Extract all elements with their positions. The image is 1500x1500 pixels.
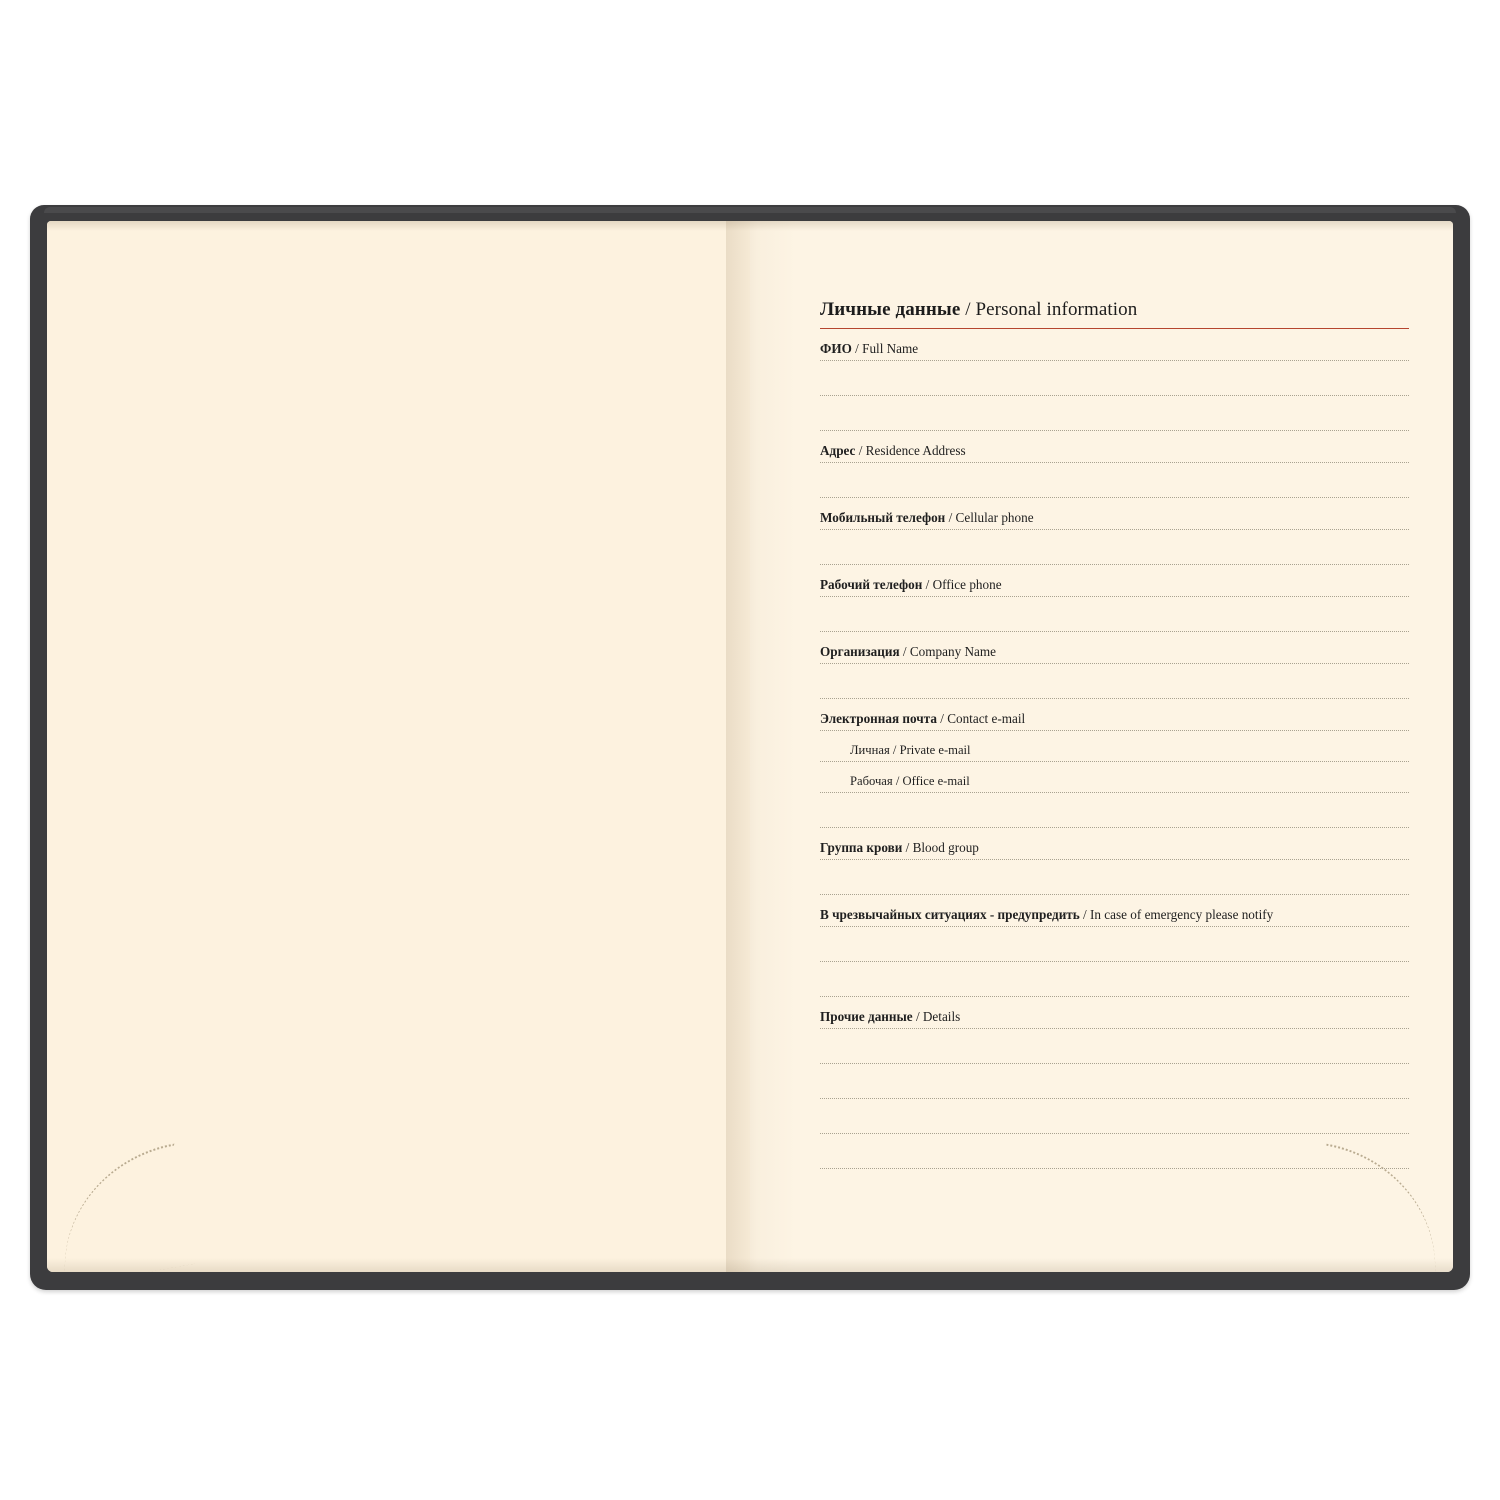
write-gap [820, 860, 1409, 894]
field-label-cellular-phone [820, 498, 1409, 529]
label-en: / Contact e-mail [940, 711, 1026, 726]
label-ru: Личная [850, 743, 890, 757]
label-ru: Рабочая [850, 774, 893, 788]
write-gap [820, 1064, 1409, 1098]
write-gap [820, 463, 1409, 497]
left-blank-page [47, 221, 750, 1272]
label-ru: Мобильный телефон [820, 510, 946, 525]
label-en: / Cellular phone [948, 510, 1034, 525]
field-label-blood-group [820, 828, 1409, 859]
field-label-residence-address [820, 431, 1409, 462]
write-gap [820, 664, 1409, 698]
label-en: / Details [915, 1009, 961, 1024]
write-gap [820, 530, 1409, 564]
field-cellular-phone [820, 498, 1409, 565]
field-contact-email [820, 699, 1409, 731]
field-label-office-phone [820, 565, 1409, 596]
write-gap [820, 361, 1409, 395]
personal-information-form [820, 299, 1409, 1169]
write-gap [820, 1029, 1409, 1063]
notebook-spread [30, 205, 1470, 1290]
label-en: / In case of emergency please notify [1083, 907, 1274, 922]
field-private-email [820, 731, 1409, 762]
field-details [820, 997, 1409, 1169]
field-office-email [820, 762, 1409, 828]
write-gap [820, 793, 1409, 827]
page-title-en: Personal information [975, 299, 1138, 320]
field-company-name [820, 632, 1409, 699]
label-en: / Company Name [902, 644, 996, 659]
label-en: / Office phone [925, 577, 1002, 592]
page-title-separator: / [960, 299, 976, 320]
field-label-details [820, 997, 1409, 1028]
page-title-ru: Личные данные [820, 299, 961, 320]
field-residence-address [820, 431, 1409, 498]
cover-top-highlight [44, 207, 1456, 213]
field-label-full-name [820, 329, 1409, 360]
write-gap [820, 1134, 1409, 1168]
field-full-name [820, 329, 1409, 431]
right-form-page [750, 221, 1453, 1272]
field-label-emergency-contact [820, 895, 1409, 926]
label-ru: ФИО [820, 341, 852, 356]
label-ru: Рабочий телефон [820, 577, 923, 592]
write-gap [820, 927, 1409, 961]
write-gap [820, 597, 1409, 631]
field-label-company-name [820, 632, 1409, 663]
write-gap [820, 1099, 1409, 1133]
label-en: / Office e-mail [895, 774, 970, 788]
field-blood-group [820, 828, 1409, 895]
write-gap [820, 962, 1409, 996]
write-gap [820, 396, 1409, 430]
field-label-contact-email [820, 699, 1409, 730]
label-ru: Адрес [820, 443, 856, 458]
open-pages [47, 221, 1453, 1272]
label-en: / Private e-mail [892, 743, 971, 757]
label-ru: Электронная почта [820, 711, 937, 726]
label-en: / Full Name [855, 341, 919, 356]
field-label-office-email [820, 762, 1409, 792]
field-office-phone [820, 565, 1409, 632]
label-en: / Blood group [905, 840, 979, 855]
label-en: / Residence Address [858, 443, 966, 458]
write-line[interactable] [820, 1168, 1409, 1169]
field-emergency-contact [820, 895, 1409, 997]
field-label-private-email [820, 731, 1409, 761]
label-ru: Организация [820, 644, 900, 659]
label-ru: В чрезвычайных ситуациях - предупредить [820, 907, 1080, 922]
corner-fold-left-icon [47, 1144, 196, 1272]
label-ru: Прочие данные [820, 1009, 913, 1024]
label-ru: Группа крови [820, 840, 903, 855]
page-title [820, 299, 1409, 329]
